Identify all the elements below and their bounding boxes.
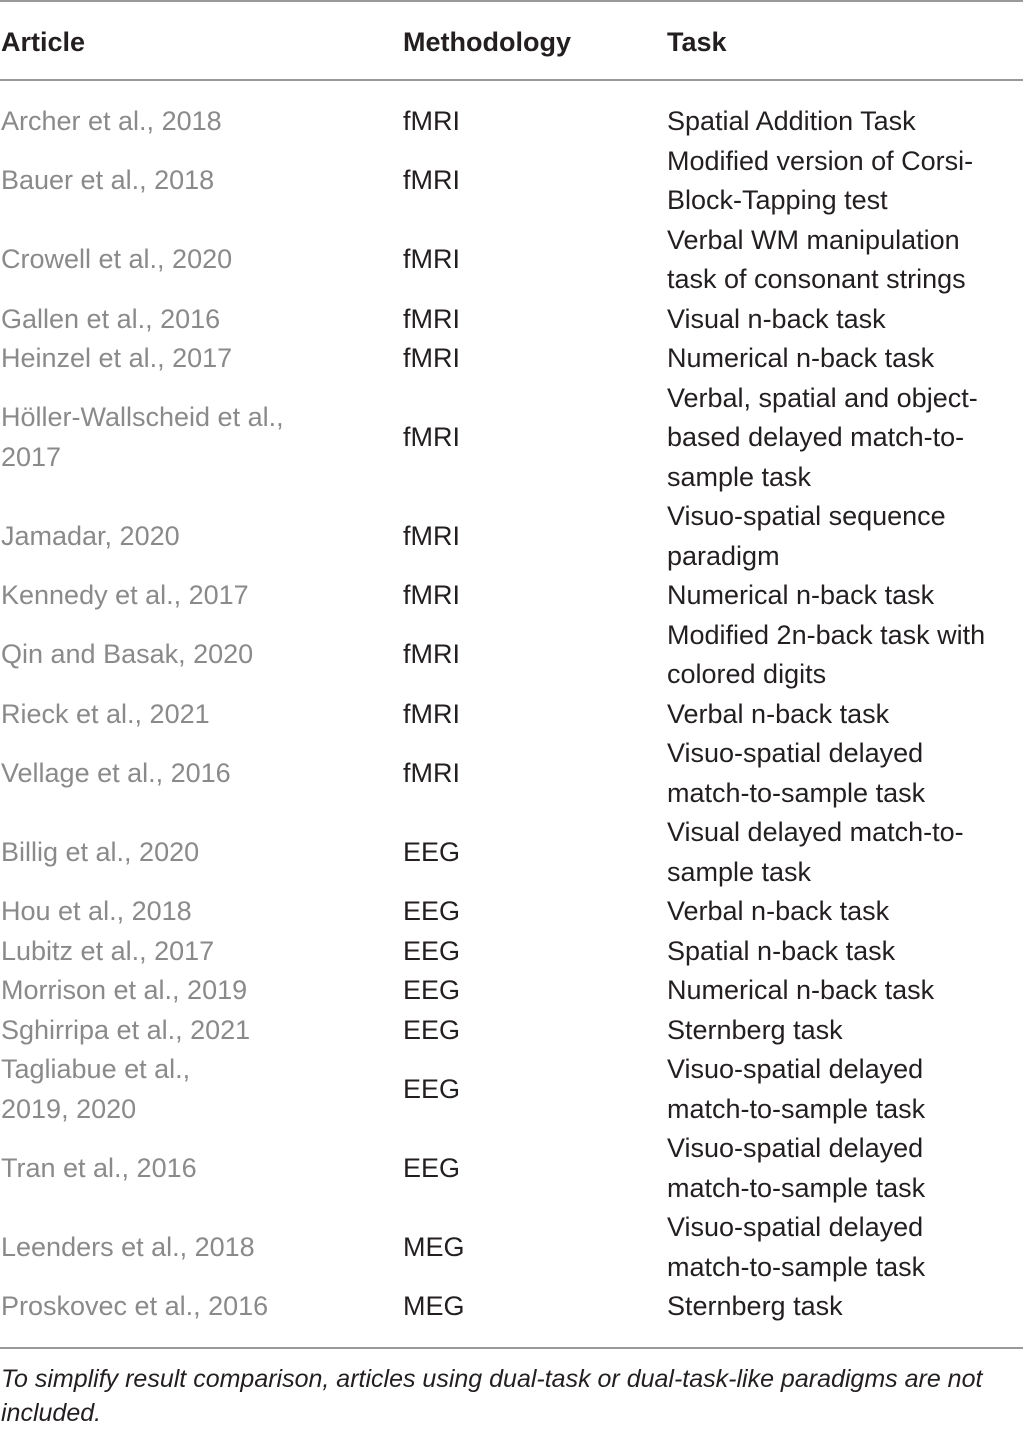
methodology-cell	[403, 971, 643, 1011]
task-cell-text: Verbal n-back task	[667, 896, 890, 926]
task-cell	[667, 102, 1017, 142]
methodology-cell	[403, 102, 643, 142]
methodology-cell-text: fMRI	[403, 244, 460, 275]
task-cell-text: Sternberg task	[667, 1291, 843, 1321]
task-cell-text: Spatial Addition Task	[667, 106, 916, 136]
article-cell-text: Kennedy et al., 2017	[1, 580, 249, 610]
methodology-cell-text: fMRI	[403, 520, 460, 551]
table-row	[0, 734, 1023, 813]
task-cell	[667, 379, 1017, 498]
methodology-cell	[403, 734, 643, 813]
table-row	[0, 892, 1023, 932]
methodology-cell	[403, 379, 643, 498]
task-cell-text: Modified 2n-back task with colored digits	[667, 619, 986, 689]
task-cell	[667, 221, 1017, 300]
article-cell	[1, 576, 301, 616]
methodology-cell	[403, 1050, 643, 1129]
methodology-cell-text: fMRI	[403, 422, 460, 452]
article-cell-text: Gallen et al., 2016	[1, 303, 221, 334]
task-cell	[667, 1287, 1017, 1327]
task-cell-text: Numerical n-back task	[667, 343, 935, 373]
methodology-cell-text: MEG	[403, 1291, 465, 1321]
task-cell	[667, 497, 1017, 576]
methodology-cell-text: fMRI	[403, 106, 460, 136]
task-cell	[667, 1011, 1017, 1051]
methodology-cell	[403, 300, 643, 340]
article-cell	[1, 1287, 301, 1327]
article-cell	[1, 142, 301, 221]
article-cell-text: Qin and Basak, 2020	[1, 639, 254, 670]
article-cell-text: Heinzel et al., 2017	[1, 343, 233, 373]
task-cell	[667, 734, 1017, 813]
table-row	[0, 576, 1023, 616]
header-task: Task	[667, 27, 727, 57]
article-cell	[1, 813, 301, 892]
header-article: Article	[1, 27, 86, 57]
article-cell	[1, 616, 301, 695]
table-row	[0, 1287, 1023, 1327]
task-cell-text: Visuo-spatial delayed match-to-sample task	[667, 1133, 926, 1203]
table-row	[0, 221, 1023, 300]
article-cell-text: Vellage et al., 2016	[1, 757, 231, 788]
task-cell	[667, 813, 1017, 892]
methodology-cell-text: fMRI	[403, 303, 460, 334]
task-cell-text: Verbal WM manipulation task of consonant strings	[667, 224, 966, 294]
task-cell	[667, 616, 1017, 695]
task-cell	[667, 932, 1017, 972]
methodology-cell	[403, 813, 643, 892]
article-cell-text: Lubitz et al., 2017	[1, 935, 215, 966]
task-cell-text: Modified version of Corsi- Block-Tapping test	[667, 145, 974, 215]
task-cell	[667, 339, 1017, 379]
methodology-cell-text: EEG	[403, 1014, 461, 1045]
article-cell	[1, 892, 301, 932]
table-row	[0, 339, 1023, 379]
article-cell-text: Tran et al., 2016	[1, 1152, 197, 1183]
article-cell-text: Tagliabue et al., 2019, 2020	[1, 1054, 191, 1124]
article-cell-text: Billig et al., 2020	[1, 836, 200, 867]
task-cell	[667, 1050, 1017, 1129]
table-row	[0, 1129, 1023, 1208]
table-row	[0, 1050, 1023, 1129]
task-cell	[667, 695, 1017, 735]
table-top-rule	[0, 0, 1023, 2]
table-row	[0, 497, 1023, 576]
task-cell-text: Numerical n-back task	[667, 580, 935, 610]
table-row	[0, 813, 1023, 892]
methodology-cell	[403, 695, 643, 735]
article-cell-text: Bauer et al., 2018	[1, 165, 215, 196]
methodology-cell-text: fMRI	[403, 343, 460, 373]
article-cell-text: Crowell et al., 2020	[1, 244, 233, 275]
methodology-cell	[403, 1129, 643, 1208]
task-cell-text: Verbal n-back task	[667, 698, 890, 729]
task-cell-text: Visuo-spatial sequence paradigm	[667, 501, 946, 571]
task-cell	[667, 142, 1017, 221]
methodology-cell	[403, 497, 643, 576]
task-cell-text: Sternberg task	[667, 1014, 843, 1045]
task-cell	[667, 1129, 1017, 1208]
table-row	[0, 695, 1023, 735]
article-cell-text: Rieck et al., 2021	[1, 698, 210, 729]
methodology-cell	[403, 1011, 643, 1051]
article-cell	[1, 300, 301, 340]
article-cell	[1, 734, 301, 813]
methodology-cell	[403, 1208, 643, 1287]
article-cell-text: Jamadar, 2020	[1, 520, 180, 551]
methodology-cell-text: MEG	[403, 1231, 465, 1262]
methodology-cell	[403, 932, 643, 972]
article-cell	[1, 379, 301, 498]
table-row	[0, 616, 1023, 695]
task-cell	[667, 1208, 1017, 1287]
methodology-cell-text: EEG	[403, 896, 461, 926]
table-row	[0, 971, 1023, 1011]
table-row	[0, 1208, 1023, 1287]
table-row	[0, 379, 1023, 498]
article-cell	[1, 1011, 301, 1051]
article-cell	[1, 102, 301, 142]
table-row	[0, 1011, 1023, 1051]
task-cell	[667, 971, 1017, 1011]
article-cell	[1, 1208, 301, 1287]
article-cell-text: Hou et al., 2018	[1, 896, 192, 926]
task-cell-text: Visuo-spatial delayed match-to-sample task	[667, 738, 926, 808]
methodology-cell	[403, 339, 643, 379]
methodology-cell-text: fMRI	[403, 757, 460, 788]
task-cell	[667, 576, 1017, 616]
methodology-cell	[403, 892, 643, 932]
task-cell-text: Visual delayed match-to- sample task	[667, 817, 964, 887]
table-row	[0, 142, 1023, 221]
methodology-cell-text: fMRI	[403, 698, 460, 729]
table-row	[0, 300, 1023, 340]
article-cell	[1, 695, 301, 735]
methodology-cell-text: fMRI	[403, 580, 460, 610]
methodology-cell-text: EEG	[403, 935, 461, 966]
article-cell-text: Sghirripa et al., 2021	[1, 1014, 251, 1045]
article-cell	[1, 1050, 301, 1129]
article-cell-text: Leenders et al., 2018	[1, 1231, 255, 1262]
methodology-cell-text: fMRI	[403, 639, 460, 670]
header-rule	[0, 79, 1023, 81]
article-cell	[1, 497, 301, 576]
table-footnote: To simplify result comparison, articles using dual-task or dual-task-like paradigms are not included.	[1, 1365, 983, 1427]
methodology-cell-text: EEG	[403, 1152, 461, 1183]
table-row	[0, 932, 1023, 972]
methodology-cell	[403, 1287, 643, 1327]
article-cell	[1, 932, 301, 972]
methodology-cell-text: EEG	[403, 1073, 461, 1104]
article-cell-text: Höller-Wallscheid et al., 2017	[1, 402, 284, 472]
methodology-cell-text: fMRI	[403, 165, 460, 196]
task-cell-text: Visuo-spatial delayed match-to-sample task	[667, 1054, 926, 1124]
task-cell-text: Verbal, spatial and object- based delayed match-to- sample task	[667, 382, 978, 492]
task-cell-text: Spatial n-back task	[667, 935, 896, 966]
article-cell-text: Morrison et al., 2019	[1, 975, 248, 1005]
methodology-cell	[403, 221, 643, 300]
task-cell-text: Visuo-spatial delayed match-to-sample task	[667, 1212, 926, 1282]
header-methodology: Methodology	[403, 27, 571, 57]
methodology-cell-text: EEG	[403, 836, 461, 867]
task-cell-text: Visual n-back task	[667, 303, 886, 334]
article-cell	[1, 971, 301, 1011]
table-row	[0, 102, 1023, 142]
article-cell	[1, 221, 301, 300]
methodology-cell-text: EEG	[403, 975, 461, 1005]
task-cell	[667, 300, 1017, 340]
article-cell-text: Proskovec et al., 2016	[1, 1291, 269, 1321]
task-cell	[667, 892, 1017, 932]
article-cell	[1, 339, 301, 379]
methodology-cell	[403, 616, 643, 695]
methodology-cell	[403, 142, 643, 221]
table-bottom-rule	[0, 1347, 1023, 1349]
methodology-cell	[403, 576, 643, 616]
article-cell	[1, 1129, 301, 1208]
article-cell-text: Archer et al., 2018	[1, 106, 222, 136]
task-cell-text: Numerical n-back task	[667, 975, 935, 1005]
